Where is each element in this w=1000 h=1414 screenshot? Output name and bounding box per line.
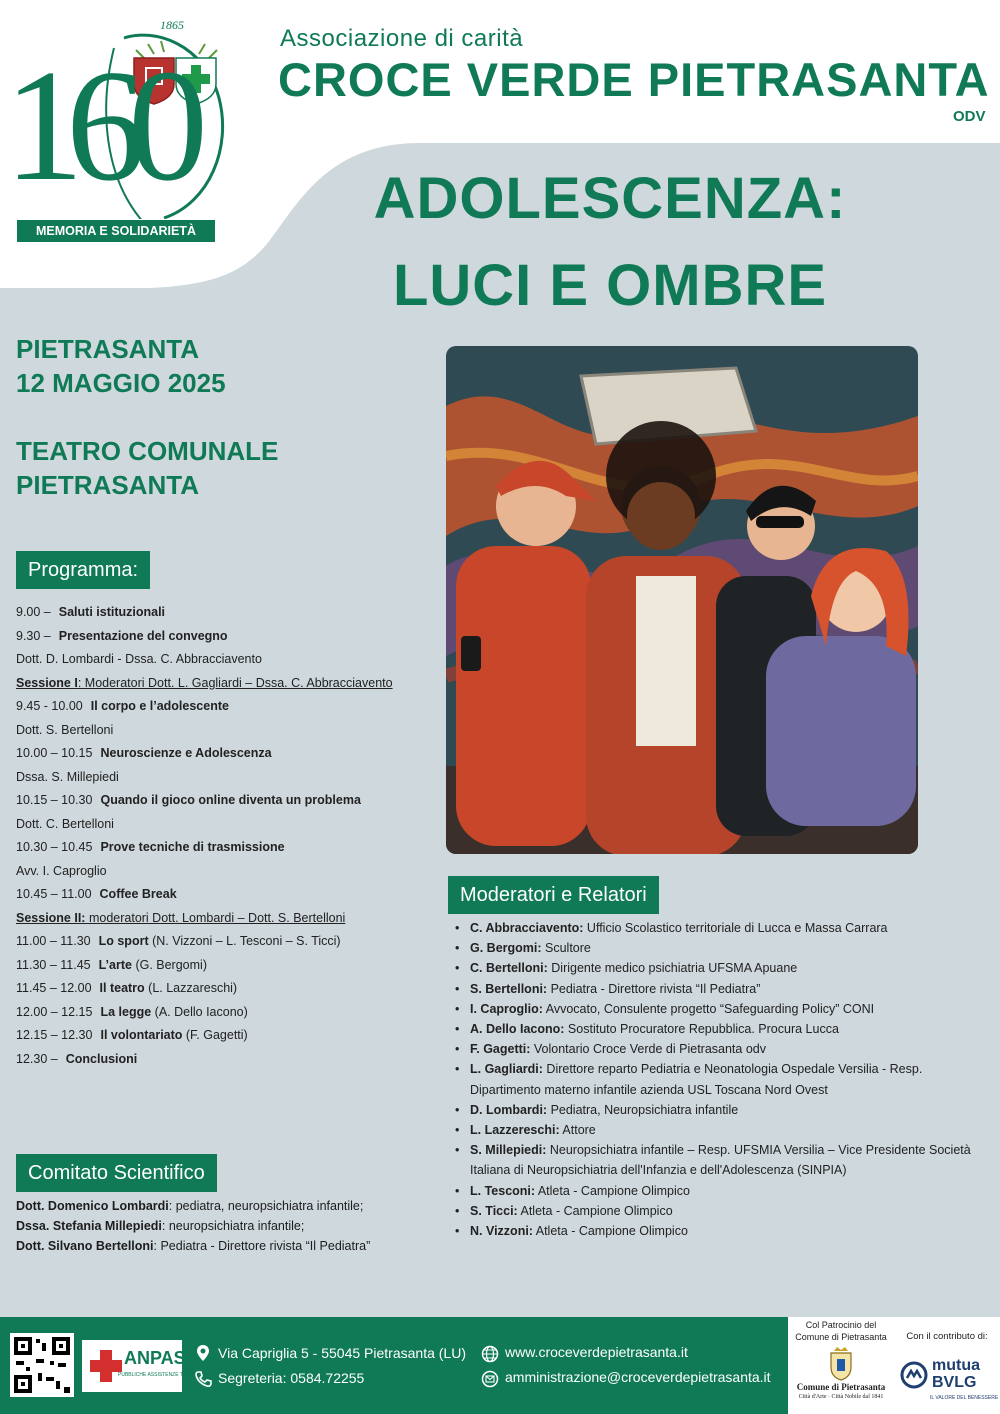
event-date: 12 MAGGIO 2025: [16, 368, 226, 398]
speaker-item: [452, 1019, 987, 1039]
committee-name: Dott. Domenico Lombardi: [16, 1199, 169, 1213]
speaker-role: Neuropsichiatra infantile – Resp. UFSMIA Versilia – Vice Presidente Società Italiana di Neuropsichiatria dell'Infanzia e dell'Adolescenza (SINPIA): [470, 1143, 971, 1178]
comune-name: Comune di Pietrasanta: [796, 1382, 886, 1392]
venue-line1: TEATRO COMUNALE: [16, 436, 279, 466]
program-row: [16, 672, 436, 696]
sponsor-tagline: IL VALORE DEL BENESSERE: [930, 1395, 999, 1401]
speaker-role: Atleta - Campione Olimpico: [517, 1203, 673, 1218]
speaker-item: [452, 1181, 987, 1201]
anpas-cross-icon: [86, 1346, 126, 1386]
comune-subtitle: Città d'Arte · Città Nobile dal 1841: [798, 1394, 884, 1400]
speaker-item: [452, 1140, 987, 1180]
mutua-logo-icon: [900, 1361, 928, 1389]
speaker-name: D. Lombardi:: [470, 1102, 548, 1117]
program-speaker: (A. Dello Iacono): [151, 1004, 248, 1019]
anpas-logo: [82, 1340, 204, 1392]
speaker-name: S. Millepiedi:: [470, 1143, 547, 1158]
speaker-item: [452, 938, 987, 958]
globe-icon: [481, 1345, 499, 1363]
program-time: 10.30 – 10.45: [16, 840, 93, 854]
sponsor-caption: Con il contributo di:: [906, 1331, 988, 1342]
program-speaker: (N. Vizzoni – L. Tesconi – S. Ticci): [148, 934, 341, 948]
program-time: 12.30 –: [16, 1051, 58, 1066]
speaker-role: Pediatra, Neuropsichiatra infantile: [547, 1102, 739, 1117]
speaker-name: N. Vizzoni:: [470, 1224, 533, 1239]
program-speaker: Dssa. S. Millepiedi: [16, 769, 119, 784]
speaker-role: Avvocato, Consulente progetto “Safeguarding Policy” CONI: [542, 1001, 875, 1016]
session-moderators: moderatori Dott. Lombardi – Dott. S. Bertelloni: [85, 910, 346, 925]
speaker-item: [452, 958, 987, 978]
event-city: PIETRASANTA: [16, 334, 199, 364]
program-time: 12.00 – 12.15: [16, 1004, 93, 1019]
committee-role: : Pediatra - Direttore rivista “Il Pediatra”: [153, 1239, 371, 1253]
speaker-name: I. Caproglio:: [470, 1001, 543, 1016]
program-title: L’arte: [98, 957, 132, 972]
speaker-item: [452, 1221, 987, 1241]
program-time: 9.30 –: [16, 628, 51, 643]
program-time: 11.00 – 11.30: [16, 934, 91, 948]
logo-banner: MEMORIA E SOLIDARIETÀ: [16, 219, 216, 243]
anpas-name: ANPAS: [124, 1348, 186, 1368]
speaker-item: [452, 1039, 987, 1059]
committee-member: [16, 1196, 436, 1216]
program-title: Il teatro: [99, 981, 145, 995]
speaker-item: [452, 1100, 987, 1120]
speaker-role: Attore: [559, 1123, 596, 1138]
speakers-list: [452, 918, 987, 1241]
session-moderators: : Moderatori Dott. L. Gagliardi – Dssa. C. Abbracciavento: [77, 675, 393, 690]
program-time: 11.30 – 11.45: [16, 957, 91, 972]
footer-phone[interactable]: Segreteria: 0584.72255: [218, 1370, 365, 1386]
anpas-subtitle: PUBBLICHE ASSISTENZE TOSCANE: [118, 1372, 204, 1378]
program-time: 11.45 – 12.00: [16, 981, 92, 995]
speaker-item: [452, 1201, 987, 1221]
program-speaker: (F. Gagetti): [182, 1028, 248, 1042]
program-speaker: (G. Bergomi): [131, 957, 207, 972]
event-place-date: [16, 332, 226, 400]
location-pin-icon: [196, 1344, 210, 1362]
program-row: [16, 719, 436, 743]
program-row: [16, 883, 436, 907]
program-row: [16, 836, 436, 860]
sponsor-name-1: mutua: [932, 1357, 980, 1374]
committee-name: Dssa. Stefania Millepiedi: [16, 1219, 162, 1233]
speaker-role: Direttore reparto Pediatria e Neonatologia Ospedale Versilia - Resp. Dipartimento materno infantile azienda USL Toscana Nord Ovest: [470, 1062, 923, 1097]
speaker-role: Pediatra - Direttore rivista “Il Pediatra”: [547, 981, 761, 996]
program-title: La legge: [100, 1004, 152, 1019]
event-title-line1: ADOLESCENZA:: [373, 166, 847, 231]
program-title: Saluti istituzionali: [58, 605, 166, 619]
org-suffix: ODV: [953, 108, 986, 125]
program-list: [16, 601, 436, 1071]
program-title: Prove tecniche di trasmissione: [100, 840, 285, 854]
speaker-name: G. Bergomi:: [470, 941, 542, 956]
committee-list: [16, 1196, 436, 1256]
speaker-name: S. Ticci:: [470, 1203, 518, 1218]
program-title: Presentazione del convegno: [58, 628, 228, 643]
committee-role: : neuropsichiatra infantile;: [161, 1219, 305, 1233]
speaker-item: [452, 1059, 987, 1099]
comune-crest-icon: [826, 1345, 856, 1381]
program-row: [16, 625, 436, 649]
program-row: [16, 1001, 436, 1025]
program-time: 10.00 – 10.15: [16, 746, 93, 760]
committee-member: [16, 1236, 436, 1256]
program-row: [16, 789, 436, 813]
speaker-role: Scultore: [541, 941, 591, 956]
patronage-line2: Comune di Pietrasanta: [795, 1332, 887, 1342]
session-label: Sessione I: [16, 675, 78, 690]
logo-year: 1865: [160, 18, 184, 32]
program-time: 9.00 –: [16, 605, 51, 619]
patronage-line1: Col Patrocinio del: [805, 1320, 877, 1330]
venue-line2: PIETRASANTA: [16, 470, 199, 500]
speaker-item: [452, 999, 987, 1019]
speaker-item: [452, 979, 987, 999]
event-title-line2: LUCI E OMBRE: [392, 253, 828, 318]
program-speaker: Avv. I. Caproglio: [16, 863, 107, 878]
speaker-name: C. Abbracciavento:: [470, 921, 584, 935]
program-title: Coffee Break: [99, 887, 177, 901]
speaker-name: F. Gagetti:: [470, 1042, 531, 1057]
program-speaker: (L. Lazzareschi): [144, 981, 238, 995]
program-title: Il volontariato: [100, 1028, 183, 1042]
speaker-name: A. Dello Iacono:: [470, 1022, 565, 1037]
event-venue: [16, 434, 278, 502]
program-row: [16, 601, 436, 625]
logo-number: 160: [4, 36, 190, 214]
footer-website[interactable]: www.croceverdepietrasanta.it: [505, 1344, 688, 1360]
program-row: [16, 695, 436, 719]
speaker-role: Sostituto Procuratore Repubblica. Procura Lucca: [564, 1022, 839, 1037]
speaker-name: L. Tesconi:: [470, 1183, 536, 1198]
org-subtitle: Associazione di carità: [280, 25, 524, 52]
committee-role: : pediatra, neuropsichiatra infantile;: [168, 1199, 364, 1213]
footer-address: Via Capriglia 5 - 55045 Pietrasanta (LU): [218, 1345, 466, 1361]
speaker-role: Ufficio Scolastico territoriale di Lucca e Massa Carrara: [583, 921, 888, 935]
program-row: [16, 1048, 436, 1072]
org-name: CROCE VERDE PIETRASANTA: [278, 53, 990, 106]
program-title: Neuroscienze e Adolescenza: [100, 746, 272, 760]
program-row: [16, 954, 436, 978]
program-row: [16, 766, 436, 790]
program-time: 9.45 - 10.00: [16, 699, 83, 713]
committee-member: [16, 1216, 436, 1236]
footer-email[interactable]: amministrazione@croceverdepietrasanta.it: [505, 1369, 771, 1385]
patronage-box: [788, 1317, 894, 1414]
program-time: 10.15 – 10.30: [16, 793, 93, 807]
speaker-item: [452, 1120, 987, 1140]
speakers-heading: Moderatori e Relatori: [448, 876, 659, 914]
speaker-role: Atleta - Campione Olimpico: [532, 1224, 688, 1239]
speaker-name: C. Bertelloni:: [470, 961, 548, 976]
program-speaker: Dott. C. Bertelloni: [16, 816, 114, 831]
program-title: Il corpo e l’adolescente: [90, 699, 229, 713]
program-row: [16, 930, 436, 954]
program-row: [16, 742, 436, 766]
program-row: [16, 860, 436, 884]
program-heading: Programma:: [16, 551, 150, 589]
program-time: 12.15 – 12.30: [16, 1028, 93, 1042]
speaker-role: Volontario Croce Verde di Pietrasanta odv: [530, 1042, 766, 1057]
program-row: [16, 977, 436, 1001]
sponsor-name-2: BVLG: [932, 1374, 977, 1391]
program-speaker: Dott. S. Bertelloni: [16, 722, 114, 737]
program-row: [16, 648, 436, 672]
speaker-item: [452, 918, 987, 938]
qr-code-icon[interactable]: [10, 1333, 74, 1397]
program-title: Conclusioni: [65, 1051, 138, 1066]
speaker-name: L. Gagliardi:: [470, 1062, 543, 1077]
email-icon: [481, 1370, 499, 1388]
speaker-name: L. Lazzereschi:: [470, 1123, 560, 1138]
program-row: [16, 813, 436, 837]
program-title: Lo sport: [98, 934, 149, 948]
teenagers-illustration: [446, 346, 918, 854]
speaker-role: Dirigente medico psichiatria UFSMA Apuane: [547, 961, 798, 976]
committee-heading: Comitato Scientifico: [16, 1154, 217, 1192]
committee-name: Dott. Silvano Bertelloni: [16, 1239, 154, 1253]
program-row: [16, 1024, 436, 1048]
program-title: Quando il gioco online diventa un problema: [100, 793, 361, 807]
phone-icon: [194, 1370, 212, 1388]
speaker-role: Atleta - Campione Olimpico: [535, 1183, 690, 1198]
session-label: Sessione II:: [16, 910, 86, 925]
program-row: [16, 907, 436, 931]
speaker-name: S. Bertelloni:: [470, 981, 548, 996]
sponsor-box: [894, 1317, 1000, 1414]
program-time: 10.45 – 11.00: [16, 887, 92, 901]
program-speaker: Dott. D. Lombardi - Dssa. C. Abbracciavento: [16, 652, 262, 666]
